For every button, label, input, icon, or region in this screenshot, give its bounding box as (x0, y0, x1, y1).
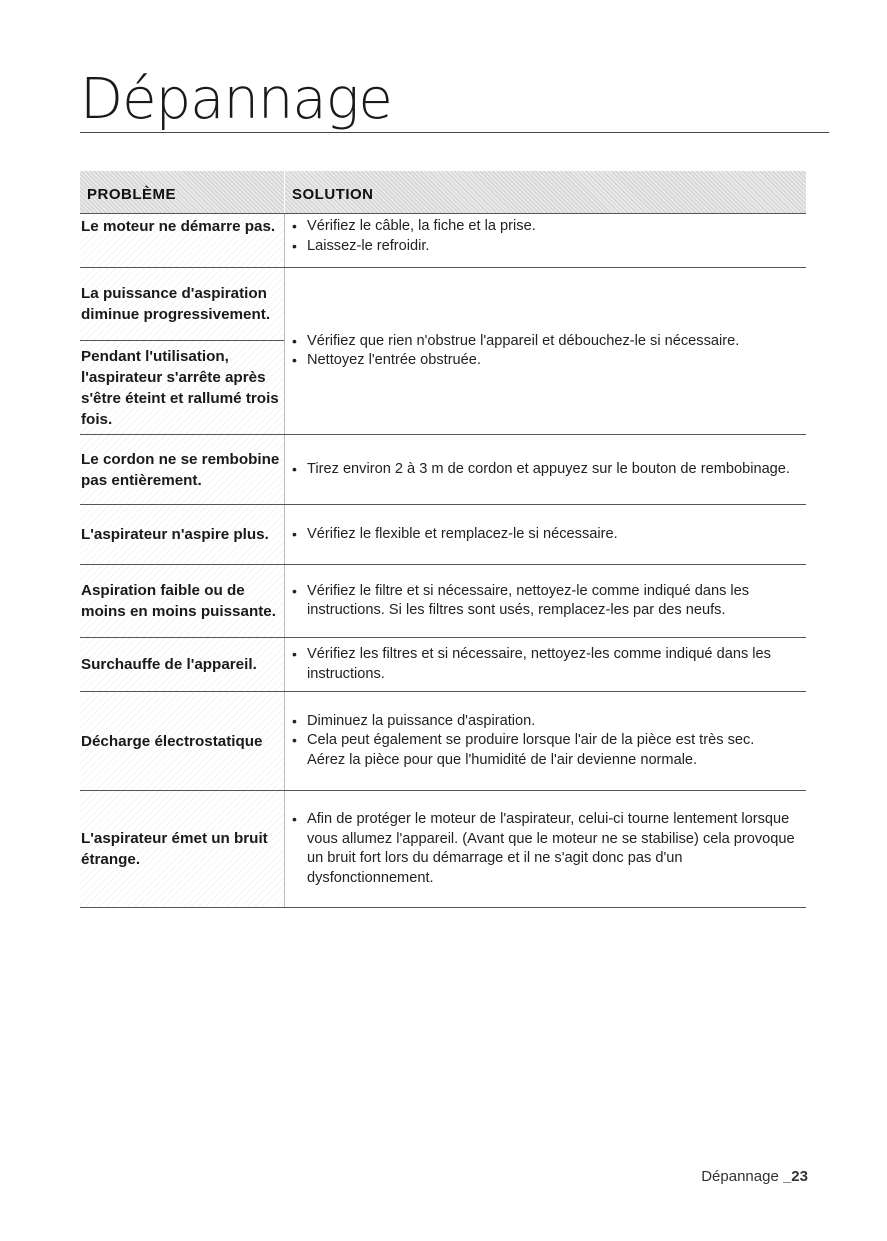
solution-item: • Cela peut également se produire lorsque l'air de la pièce est très sec. (291, 731, 754, 751)
solution-item: • Afin de protéger le moteur de l'aspirateur, celui-ci tourne lentement lorsque vous allumez l'appareil. (Avant que le moteur ne se stabilise) cela provoque un bruit fort lors du démarrage et il ne s'agit donc pas d'un dysfonctionnement. (291, 810, 806, 888)
table-row (80, 791, 806, 908)
solution-item: • Vérifiez les filtres et si nécessaire, nettoyez-les comme indiqué dans les instructions. (291, 645, 806, 684)
problem-cell: Le cordon ne se rembobine pas entièrement. (80, 435, 284, 504)
solution-item: • Vérifiez le flexible et remplacez-le si nécessaire. (291, 525, 618, 545)
solution-item: • Diminuez la puissance d'aspiration. (291, 712, 754, 732)
page-footer (648, 1168, 808, 1185)
page-number: _23 (782, 1168, 808, 1185)
table-row (80, 565, 806, 638)
solution-cell (285, 214, 806, 267)
title-divider (80, 132, 829, 133)
solution-item: • Vérifiez le filtre et si nécessaire, nettoyez-le comme indiqué dans les instructions. Si les filtres sont usés, remplacez-les par des neufs. (291, 582, 806, 621)
problem-cell: Le moteur ne démarre pas. (80, 214, 284, 267)
table-row (80, 435, 806, 505)
header-problem: PROBLÈME (87, 186, 177, 203)
solution-item: • Vérifiez que rien n'obstrue l'appareil et débouchez-le si nécessaire. (291, 332, 739, 352)
solution-item: • Vérifiez le câble, la fiche et la prise. (291, 217, 536, 237)
solution-cell (285, 435, 806, 504)
table-row (80, 214, 806, 268)
solution-cell (285, 791, 806, 907)
table-row (80, 638, 806, 692)
problem-cell: Pendant l'utilisation, l'aspirateur s'arrête après s'être éteint et rallumé trois fois. (80, 340, 284, 434)
solution-item: • Nettoyez l'entrée obstruée. (291, 351, 739, 371)
problem-cell: L'aspirateur n'aspire plus. (80, 505, 284, 564)
table-header (80, 171, 806, 214)
solution-cell (285, 268, 806, 434)
troubleshooting-table (80, 171, 806, 908)
problem-cell: L'aspirateur émet un bruit étrange. (80, 791, 284, 907)
problem-cell: Aspiration faible ou de moins en moins puissante. (80, 565, 284, 637)
problem-cell: Décharge électrostatique (80, 692, 284, 790)
solution-item: • Tirez environ 2 à 3 m de cordon et appuyez sur le bouton de rembobinage. (291, 460, 790, 480)
solution-item: • Laissez-le refroidir. (291, 237, 536, 257)
page-title: Dépannage (80, 67, 392, 132)
problem-cell: La puissance d'aspiration diminue progressivement. (80, 268, 284, 340)
header-solution: SOLUTION (292, 186, 374, 203)
solution-continuation: Aérez la pièce pour que l'humidité de l'air devienne normale. (307, 751, 698, 768)
problem-cell: Surchauffe de l'appareil. (80, 638, 284, 691)
solution-cell (285, 638, 806, 691)
table-row (80, 268, 806, 435)
solution-cell (285, 565, 806, 637)
solution-cell (285, 505, 806, 564)
table-row (80, 505, 806, 565)
table-row (80, 692, 806, 791)
solution-cell (285, 692, 806, 790)
footer-section-title: Dépannage (701, 1168, 783, 1185)
